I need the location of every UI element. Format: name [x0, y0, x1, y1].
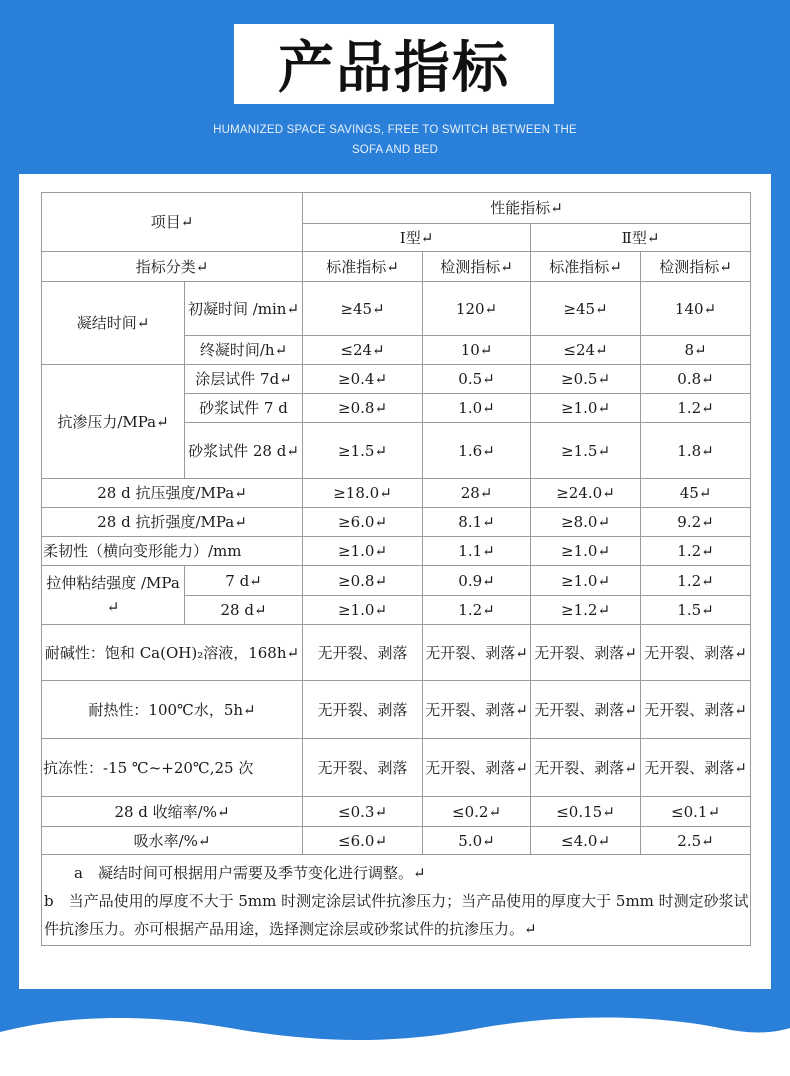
page-title: 产品指标: [234, 24, 554, 104]
cell: 1.6↵: [423, 423, 531, 479]
cell: 1.0↵: [423, 394, 531, 423]
cell: 0.8↵: [641, 365, 751, 394]
cell: ≥1.5↵: [303, 423, 423, 479]
row-label-initial-set: 初凝时间 /min↵: [185, 282, 303, 336]
cell: 10↵: [423, 336, 531, 365]
header-type-2: Ⅱ型↵: [531, 224, 751, 252]
cell: ≥0.8↵: [303, 566, 423, 596]
cell: 140↵: [641, 282, 751, 336]
cell: 无开裂、剥落↵: [531, 739, 641, 797]
cell: ≤0.2↵: [423, 797, 531, 827]
cell: 无开裂、剥落: [303, 625, 423, 681]
notes-block: [41, 855, 751, 946]
cell: ≥0.8↵: [303, 394, 423, 423]
note-a: a 凝结时间可根据用户需要及季节变化进行调整。↵: [74, 864, 426, 882]
header-type-1: Ⅰ型↵: [303, 224, 531, 252]
cell: 1.8↵: [641, 423, 751, 479]
cell: 无开裂、剥落↵: [423, 739, 531, 797]
cell: ≥1.2↵: [531, 596, 641, 625]
cell: 8↵: [641, 336, 751, 365]
cell: ≤0.15↵: [531, 797, 641, 827]
header-test-2: 检测指标↵: [641, 252, 751, 282]
cell: 0.9↵: [423, 566, 531, 596]
bottom-wave: [0, 1010, 790, 1076]
cell: 无开裂、剥落↵: [641, 739, 751, 797]
cell: 无开裂、剥落↵: [423, 681, 531, 739]
row-label-alkali: 耐碱性：饱和 Ca(OH)₂溶液，168h↵: [42, 625, 303, 681]
cell: 无开裂、剥落↵: [641, 625, 751, 681]
cell: ≥1.0↵: [531, 394, 641, 423]
cell: ≥1.0↵: [531, 537, 641, 566]
header-performance: 性能指标↵: [303, 193, 751, 224]
cell: ≥1.5↵: [531, 423, 641, 479]
cell: ≥8.0↵: [531, 508, 641, 537]
cell: 28↵: [423, 479, 531, 508]
wave-shape: [0, 1018, 790, 1076]
cell: ≥0.5↵: [531, 365, 641, 394]
row-label-heat: 耐热性：100℃水，5h↵: [42, 681, 303, 739]
row-label-mortar-28d: 砂浆试件 28 d↵: [185, 423, 303, 479]
cell: 1.5↵: [641, 596, 751, 625]
cell: ≥1.0↵: [303, 537, 423, 566]
cell: ≥24.0↵: [531, 479, 641, 508]
row-label-flexibility: 柔韧性（横向变形能力）/mm: [42, 537, 303, 566]
cell: 无开裂、剥落: [303, 739, 423, 797]
header-standard-2: 标准指标↵: [531, 252, 641, 282]
cell: 5.0↵: [423, 827, 531, 855]
cell: 无开裂、剥落↵: [423, 625, 531, 681]
row-label-tensile-28d: 28 d↵: [185, 596, 303, 625]
row-label-absorption: 吸水率/%↵: [42, 827, 303, 855]
cell: ≥6.0↵: [303, 508, 423, 537]
row-label-flexural: 28 d 抗折强度/MPa↵: [42, 508, 303, 537]
cell: 1.1↵: [423, 537, 531, 566]
note-b: b 当产品使用的厚度不大于 5mm 时测定涂层试件抗渗压力；当产品使用的厚度大于 5mm 时测定砂浆试件抗渗压力。亦可根据产品用途，选择测定涂层或砂浆试件的抗渗压力。↵: [44, 892, 749, 938]
cell: 无开裂、剥落↵: [641, 681, 751, 739]
row-label-compressive: 28 d 抗压强度/MPa↵: [42, 479, 303, 508]
cell: 9.2↵: [641, 508, 751, 537]
cell: 1.2↵: [423, 596, 531, 625]
cell: ≤24↵: [531, 336, 641, 365]
cell: ≥18.0↵: [303, 479, 423, 508]
cell: ≤6.0↵: [303, 827, 423, 855]
cell: 8.1↵: [423, 508, 531, 537]
cell: 1.2↵: [641, 566, 751, 596]
cell: 无开裂、剥落: [303, 681, 423, 739]
row-label-tensile: 拉伸粘结强度 /MPa↵: [42, 566, 185, 625]
cell: 1.2↵: [641, 537, 751, 566]
spec-table: [41, 192, 751, 855]
cell: ≥45↵: [303, 282, 423, 336]
cell: ≥1.0↵: [531, 566, 641, 596]
cell: ≥0.4↵: [303, 365, 423, 394]
subtitle-line-2: SOFA AND BED: [351, 144, 439, 156]
row-label-final-set: 终凝时间/h↵: [185, 336, 303, 365]
row-label-set-time: 凝结时间↵: [42, 282, 185, 365]
row-label-shrinkage: 28 d 收缩率/%↵: [42, 797, 303, 827]
row-label-coating-7d: 涂层试件 7d↵: [185, 365, 303, 394]
subtitle-line-1: HUMANIZED SPACE SAVINGS, FREE TO SWITCH BETWEEN THE: [213, 124, 577, 136]
cell: 120↵: [423, 282, 531, 336]
page-subtitle: [150, 120, 640, 160]
row-label-tensile-7d: 7 d↵: [185, 566, 303, 596]
cell: 无开裂、剥落↵: [531, 681, 641, 739]
header-item: 项目↵: [42, 193, 303, 252]
cell: ≤0.1↵: [641, 797, 751, 827]
cell: 无开裂、剥落↵: [531, 625, 641, 681]
row-label-mortar-7d: 砂浆试件 7 d: [185, 394, 303, 423]
header-category: 指标分类↵: [42, 252, 303, 282]
cell: ≤24↵: [303, 336, 423, 365]
cell: ≤4.0↵: [531, 827, 641, 855]
row-label-impermeability: 抗渗压力/MPa↵: [42, 365, 185, 479]
cell: 1.2↵: [641, 394, 751, 423]
cell: ≥1.0↵: [303, 596, 423, 625]
cell: ≤0.3↵: [303, 797, 423, 827]
cell: ≥45↵: [531, 282, 641, 336]
spec-sheet: [41, 192, 751, 946]
header-standard-1: 标准指标↵: [303, 252, 423, 282]
header-test-1: 检测指标↵: [423, 252, 531, 282]
cell: 45↵: [641, 479, 751, 508]
cell: 2.5↵: [641, 827, 751, 855]
row-label-freeze: 抗冻性：-15 ℃~+20℃,25 次: [42, 739, 303, 797]
cell: 0.5↵: [423, 365, 531, 394]
